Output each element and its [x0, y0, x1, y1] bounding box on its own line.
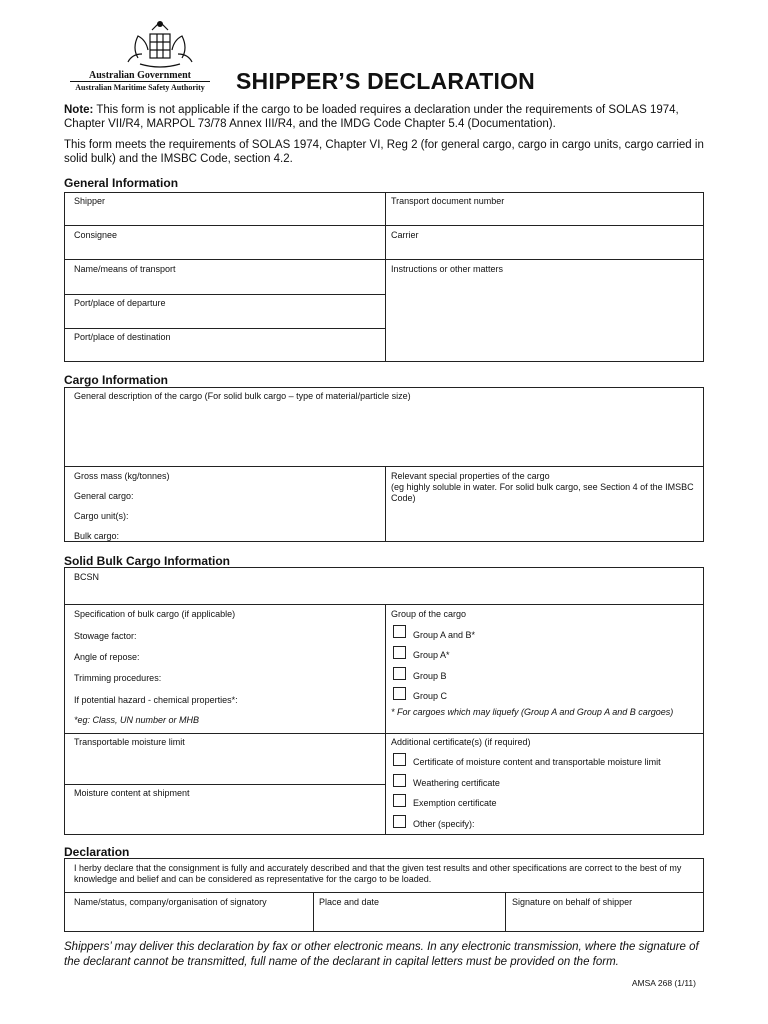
- cargo-description-field[interactable]: General description of the cargo (For solid bulk cargo – type of material/particle size): [74, 391, 411, 401]
- general-info-heading: General Information: [64, 176, 179, 190]
- coat-of-arms-icon: [100, 18, 220, 74]
- cert-other-checkbox[interactable]: [393, 815, 406, 828]
- page-title: SHIPPER’S DECLARATION: [236, 68, 535, 94]
- cert-exemption-label: Exemption certificate: [413, 798, 497, 808]
- footer-note: Shippers’ may deliver this declaration by fax or other electronic means. In any electronic transmission, where the signature of the declarant cannot be transmitted, full name of the declarant in capital letters must be provided on the form.: [64, 941, 699, 968]
- carrier-field[interactable]: Carrier: [391, 230, 419, 240]
- hazard-field[interactable]: If potential hazard - chemical properties*:: [74, 695, 238, 705]
- group-a-checkbox[interactable]: [393, 646, 406, 659]
- signatory-name-field[interactable]: Name/status, company/organisation of signatory: [74, 897, 267, 907]
- group-a-label: Group A*: [413, 650, 450, 660]
- gov-line-2: Australian Maritime Safety Authority: [75, 83, 205, 92]
- group-b-label: Group B: [413, 671, 447, 681]
- form-code: AMSA 268 (1/11): [631, 978, 696, 988]
- place-date-field[interactable]: Place and date: [319, 897, 380, 907]
- signature-field[interactable]: Signature on behalf of shipper: [512, 897, 633, 907]
- port-departure-field[interactable]: Port/place of departure: [74, 298, 166, 308]
- transport-doc-field[interactable]: Transport document number: [391, 196, 505, 206]
- consignee-field[interactable]: Consignee: [74, 230, 118, 240]
- gross-mass-label: Gross mass (kg/tonnes): [74, 471, 170, 481]
- special-properties-field[interactable]: Relevant special properties of the cargo: [391, 471, 550, 481]
- group-note: * For cargoes which may liquefy (Group A and Group A and B cargoes): [391, 707, 674, 717]
- stowage-factor-field[interactable]: Stowage factor:: [74, 631, 137, 641]
- hazard-example: *eg: Class, UN number or MHB: [74, 715, 200, 725]
- cert-weathering-label: Weathering certificate: [413, 778, 500, 788]
- bulk-cargo-field[interactable]: Bulk cargo:: [74, 531, 120, 541]
- cert-moisture-label: Certificate of moisture content and transportable moisture limit: [413, 757, 661, 767]
- bulk-spec-label: Specification of bulk cargo (if applicable): [74, 609, 236, 619]
- cert-moisture-checkbox[interactable]: [393, 753, 406, 766]
- group-ab-label: Group A and B*: [413, 630, 476, 640]
- group-heading: Group of the cargo: [391, 609, 467, 619]
- solid-bulk-heading: Solid Bulk Cargo Information: [64, 554, 231, 568]
- declaration-table: [64, 858, 704, 932]
- moisture-field[interactable]: Moisture content at shipment: [74, 788, 190, 798]
- transport-means-field[interactable]: Name/means of transport: [74, 264, 176, 274]
- solid-bulk-table: [64, 567, 704, 835]
- cargo-info-heading: Cargo Information: [64, 373, 168, 387]
- note-label: Note:: [64, 104, 94, 116]
- tml-field[interactable]: Transportable moisture limit: [74, 737, 185, 747]
- general-cargo-field[interactable]: General cargo:: [74, 491, 134, 501]
- instructions-field[interactable]: Instructions or other matters: [391, 264, 504, 274]
- shipper-field[interactable]: Shipper: [74, 196, 106, 206]
- gov-line-1: Australian Government: [89, 70, 191, 81]
- cargo-info-table: [64, 387, 704, 542]
- group-b-checkbox[interactable]: [393, 667, 406, 680]
- angle-repose-field[interactable]: Angle of repose:: [74, 652, 140, 662]
- trimming-field[interactable]: Trimming procedures:: [74, 673, 162, 683]
- declaration-text: I herby declare that the consignment is fully and accurately described and that the given test results and other specifications are correct to the best of my knowledge and belief and can be considered as representative for the cargo to be loaded.: [74, 863, 682, 884]
- group-c-checkbox[interactable]: [393, 687, 406, 700]
- note-paragraph: [64, 103, 704, 131]
- requirements-paragraph: This form meets the requirements of SOLAS 1974, Chapter VI, Reg 2 (for general cargo, cargo in cargo units, cargo carried in solid bulk) and the IMSBC Code, section 4.2.: [64, 139, 704, 165]
- port-destination-field[interactable]: Port/place of destination: [74, 332, 171, 342]
- cargo-units-field[interactable]: Cargo unit(s):: [74, 511, 129, 521]
- group-ab-checkbox[interactable]: [393, 625, 406, 638]
- general-info-table: [64, 192, 704, 362]
- group-c-label: Group C: [413, 691, 448, 701]
- certs-heading: Additional certificate(s) (if required): [391, 737, 531, 747]
- note-text: This form is not applicable if the cargo to be loaded requires a declaration under the requirements of SOLAS 1974, Chapter VII/R4, MARPOL 73/78 Annex III/R4, and the IMDG Code Chapter 5.4 (Documentation).: [64, 104, 679, 130]
- cert-exemption-checkbox[interactable]: [393, 794, 406, 807]
- cert-weathering-checkbox[interactable]: [393, 774, 406, 787]
- bcsn-field[interactable]: BCSN: [74, 572, 100, 582]
- gov-divider: [70, 81, 210, 82]
- declaration-heading: Declaration: [64, 845, 130, 859]
- special-properties-note: (eg highly soluble in water. For solid bulk cargo, see Section 4 of the IMSBC Code): [391, 482, 694, 503]
- cert-other-label: Other (specify):: [413, 819, 475, 829]
